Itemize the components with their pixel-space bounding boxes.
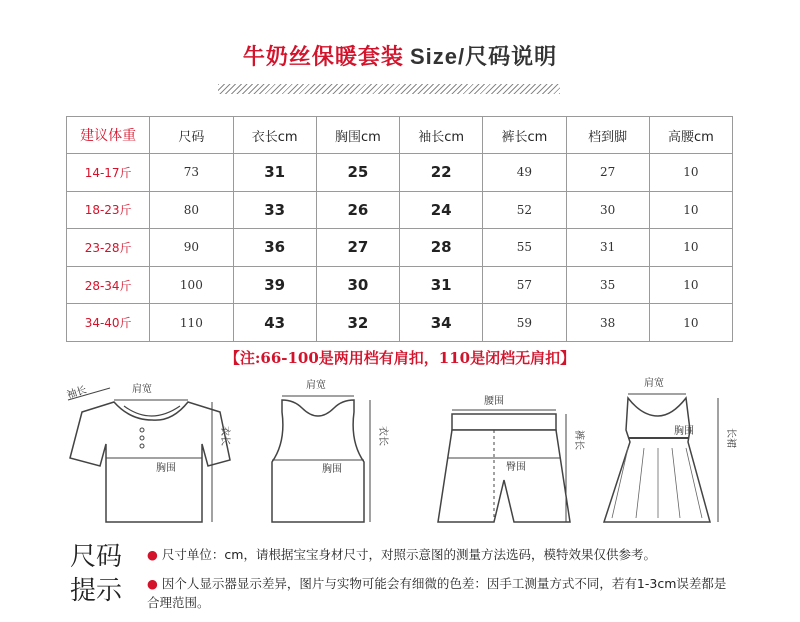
table-header-row xyxy=(67,117,733,154)
bullet-icon: ● xyxy=(147,547,158,562)
tip-item xyxy=(147,545,747,564)
dress-outline-icon xyxy=(598,372,748,534)
cell-chest: 25 xyxy=(316,154,399,192)
header-size: 尺码 xyxy=(150,117,233,154)
tip-item xyxy=(147,574,737,612)
cell-sleeve: 34 xyxy=(400,304,483,342)
shorts-length-label: 裤长 xyxy=(573,430,584,450)
cell-weight: 28-34斤 xyxy=(67,266,150,304)
cell-size: 110 xyxy=(150,304,233,342)
header-crotch-to-foot: 档到脚 xyxy=(566,117,649,154)
size-tips-title xyxy=(70,540,134,608)
table-row xyxy=(67,266,733,304)
cell-high-waist: 10 xyxy=(649,229,732,267)
dress-chest-label: 胸围 xyxy=(674,426,694,437)
shorts-hip-label: 臀围 xyxy=(506,462,526,473)
cell-size: 80 xyxy=(150,191,233,229)
cell-sleeve: 22 xyxy=(400,154,483,192)
header-pants-length: 裤长cm xyxy=(483,117,566,154)
title-size-chart: Size/尺码说明 xyxy=(409,44,558,69)
cell-pants-length: 55 xyxy=(483,229,566,267)
cell-length: 43 xyxy=(233,304,316,342)
cell-weight: 23-28斤 xyxy=(67,229,150,267)
cell-chest: 27 xyxy=(316,229,399,267)
cell-pants-length: 59 xyxy=(483,304,566,342)
header-weight: 建议体重 xyxy=(67,117,150,154)
table-row xyxy=(67,229,733,267)
cell-sleeve: 28 xyxy=(400,229,483,267)
header-chest: 胸围cm xyxy=(316,117,399,154)
cell-size: 73 xyxy=(150,154,233,192)
table-row xyxy=(67,154,733,192)
cell-length: 33 xyxy=(233,191,316,229)
cell-size: 100 xyxy=(150,266,233,304)
table-row xyxy=(67,191,733,229)
page-title xyxy=(0,40,800,71)
cell-chest: 32 xyxy=(316,304,399,342)
cell-weight: 34-40斤 xyxy=(67,304,150,342)
cell-pants-length: 49 xyxy=(483,154,566,192)
vest-diagram xyxy=(252,372,392,534)
cell-high-waist: 10 xyxy=(649,154,732,192)
cell-high-waist: 10 xyxy=(649,304,732,342)
cell-crotch-to-foot: 31 xyxy=(566,229,649,267)
cell-high-waist: 10 xyxy=(649,191,732,229)
header-high-waist: 高腰cm xyxy=(649,117,732,154)
cell-crotch-to-foot: 30 xyxy=(566,191,649,229)
cell-weight: 14-17斤 xyxy=(67,154,150,192)
table-row xyxy=(67,304,733,342)
cell-crotch-to-foot: 38 xyxy=(566,304,649,342)
cell-crotch-to-foot: 27 xyxy=(566,154,649,192)
tips-title-line1: 尺码 xyxy=(70,542,123,572)
cell-chest: 30 xyxy=(316,266,399,304)
cell-length: 31 xyxy=(233,154,316,192)
dress-shoulder-label: 肩宽 xyxy=(644,378,664,389)
vest-chest-label: 胸围 xyxy=(322,464,342,475)
tshirt-shoulder-label: 肩宽 xyxy=(132,384,152,395)
tshirt-outline-icon xyxy=(62,372,232,534)
header-length: 衣长cm xyxy=(233,117,316,154)
tip-text: 因个人显示器显示差异，图片与实物可能会有细微的色差：因手工测量方式不同，若有1-3cm误差都是合理范围。 xyxy=(147,576,727,610)
cell-sleeve: 31 xyxy=(400,266,483,304)
tshirt-sleeve-label: 袖长 xyxy=(65,384,89,402)
header-sleeve: 袖长cm xyxy=(400,117,483,154)
vest-outline-icon xyxy=(252,372,392,534)
cell-high-waist: 10 xyxy=(649,266,732,304)
shoulder-button-note: 【注:66-100是两用档有肩扣，110是闭档无肩扣】 xyxy=(224,349,576,367)
tshirt-length-label: 衣长 xyxy=(219,426,230,446)
shorts-outline-icon xyxy=(430,390,590,536)
tshirt-chest-label: 胸围 xyxy=(156,463,176,474)
title-underline-decoration xyxy=(218,84,560,94)
vest-shoulder-label: 肩宽 xyxy=(306,380,326,391)
cell-weight: 18-23斤 xyxy=(67,191,150,229)
cell-chest: 26 xyxy=(316,191,399,229)
cell-pants-length: 57 xyxy=(483,266,566,304)
cell-length: 36 xyxy=(233,229,316,267)
dress-length-label: 长裙 xyxy=(725,428,736,448)
cell-crotch-to-foot: 35 xyxy=(566,266,649,304)
tip-text: 尺寸单位：cm，请根据宝宝身材尺寸，对照示意图的测量方法选码，模特效果仅供参考。 xyxy=(161,547,656,562)
shorts-diagram xyxy=(430,390,590,536)
tips-title-line2: 提示 xyxy=(70,576,123,606)
cell-pants-length: 52 xyxy=(483,191,566,229)
vest-length-label: 衣长 xyxy=(377,426,388,446)
cell-size: 90 xyxy=(150,229,233,267)
cell-length: 39 xyxy=(233,266,316,304)
shorts-waist-label: 腰围 xyxy=(484,396,504,407)
tshirt-diagram xyxy=(62,372,232,534)
bullet-icon: ● xyxy=(147,576,158,591)
size-table xyxy=(66,116,733,342)
dress-diagram xyxy=(598,372,748,534)
title-chinese: 牛奶丝保暖套装 xyxy=(242,44,404,70)
cell-sleeve: 24 xyxy=(400,191,483,229)
